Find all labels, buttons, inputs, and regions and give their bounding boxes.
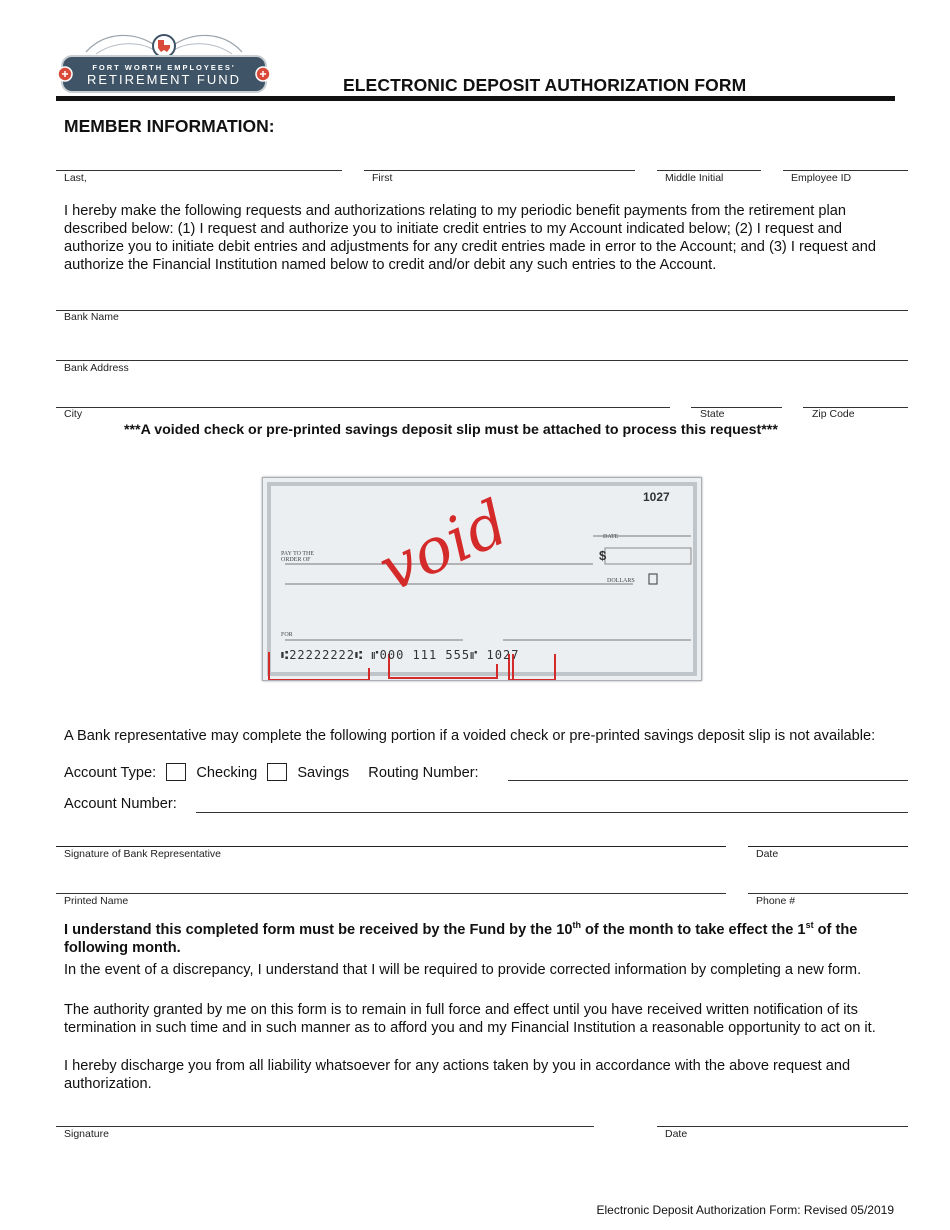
fund-logo <box>56 30 272 96</box>
bank-address-label: Bank Address <box>64 362 129 374</box>
voided-check-image <box>262 477 702 681</box>
account-number-label: Account Number: <box>64 796 177 812</box>
checking-checkbox[interactable] <box>166 763 186 781</box>
check-date-label: DATE <box>603 534 619 540</box>
routing-number-label: Routing Number: <box>368 765 479 781</box>
routing-number-field[interactable] <box>508 780 908 781</box>
check-number: 1027 <box>643 490 670 504</box>
check-pay-to-line-1: PAY TO THE <box>281 551 315 557</box>
member-signature-label: Signature <box>64 1128 109 1140</box>
city-label: City <box>64 408 83 420</box>
bank-rep-date-field[interactable] <box>748 846 908 847</box>
logo-line-2: RETIREMENT FUND <box>87 72 241 87</box>
member-date-label: Date <box>665 1128 688 1140</box>
void-stamp: void <box>368 485 519 606</box>
zip-code-label: Zip Code <box>812 408 855 420</box>
first-name-field[interactable] <box>364 170 635 171</box>
form-title: ELECTRONIC DEPOSIT AUTHORIZATION FORM <box>343 75 747 95</box>
check-micr-line: ⑆22222222⑆ ⑈000 111 555⑈ 1027 <box>281 648 520 662</box>
check-dollar-sign: $ <box>599 548 607 563</box>
savings-label: Savings <box>297 765 350 781</box>
discrepancy-statement: In the event of a discrepancy, I understand that I will be required to provide corrected information by completing a new form. <box>64 962 862 978</box>
middle-initial-field[interactable] <box>657 170 761 171</box>
authority-statement: The authority granted by me on this form is to remain in full force and effect until you have received written notification of its termination in such time and in such manner as to afford you and my Financial Institution a reasonable opportunity to act on it. <box>64 1002 876 1036</box>
header-divider <box>56 96 895 101</box>
voided-check-notice: ***A voided check or pre-printed savings deposit slip must be attached to process this request*** <box>124 422 778 438</box>
account-type-row <box>64 763 479 781</box>
account-type-label: Account Type: <box>64 765 157 781</box>
bank-rep-date-label: Date <box>756 848 779 860</box>
bank-name-label: Bank Name <box>64 311 119 323</box>
printed-name-label: Printed Name <box>64 895 129 907</box>
middle-initial-label: Middle Initial <box>665 172 724 184</box>
bank-address-field[interactable] <box>56 360 908 361</box>
account-number-field[interactable] <box>196 812 908 813</box>
bank-rep-signature-label: Signature of Bank Representative <box>64 848 222 860</box>
check-dollars-label: DOLLARS <box>607 578 635 584</box>
deadline-statement: I understand this completed form must be received by the Fund by the 10th of the month to take effect the 1st of the following month. <box>64 920 858 956</box>
employee-id-label: Employee ID <box>791 172 852 184</box>
logo-line-1: FORT WORTH EMPLOYEES' <box>92 63 236 72</box>
phone-field[interactable] <box>748 893 908 894</box>
savings-checkbox[interactable] <box>267 763 287 781</box>
first-name-label: First <box>372 172 393 184</box>
member-date-field[interactable] <box>657 1126 908 1127</box>
check-for-label: FOR <box>281 632 293 638</box>
state-label: State <box>700 408 725 420</box>
check-pay-to-line-2: ORDER OF <box>281 557 311 563</box>
revision-footer: Electronic Deposit Authorization Form: Revised 05/2019 <box>596 1203 894 1217</box>
member-signature-field[interactable] <box>56 1126 594 1127</box>
bank-rep-intro: A Bank representative may complete the following portion if a voided check or pre-printed savings deposit slip is not available: <box>64 728 876 744</box>
authorization-paragraph: I hereby make the following requests and authorizations relating to my periodic benefit payments from the retirement plan described below: (1) I request and authorize you to initiate credit entries to my Account indicated below; (2) I request and authorize you to initiate debit entries and adjustments for any credit entries made in error to the Account; and (3) I request and authorize the Financial Institution named below to credit and/or debit any such entries to the Account. <box>64 203 877 273</box>
checking-label: Checking <box>196 765 258 781</box>
discharge-statement: I hereby discharge you from all liability whatsoever for any actions taken by you in accordance with the above request and authorization. <box>64 1058 851 1092</box>
city-field[interactable] <box>56 407 670 408</box>
last-name-label: Last, <box>64 172 87 184</box>
phone-label: Phone # <box>756 895 796 907</box>
bank-name-field[interactable] <box>56 310 908 311</box>
employee-id-field[interactable] <box>783 170 908 171</box>
member-info-heading: MEMBER INFORMATION: <box>64 116 275 136</box>
bank-rep-signature-field[interactable] <box>56 846 726 847</box>
last-name-field[interactable] <box>56 170 342 171</box>
printed-name-field[interactable] <box>56 893 726 894</box>
